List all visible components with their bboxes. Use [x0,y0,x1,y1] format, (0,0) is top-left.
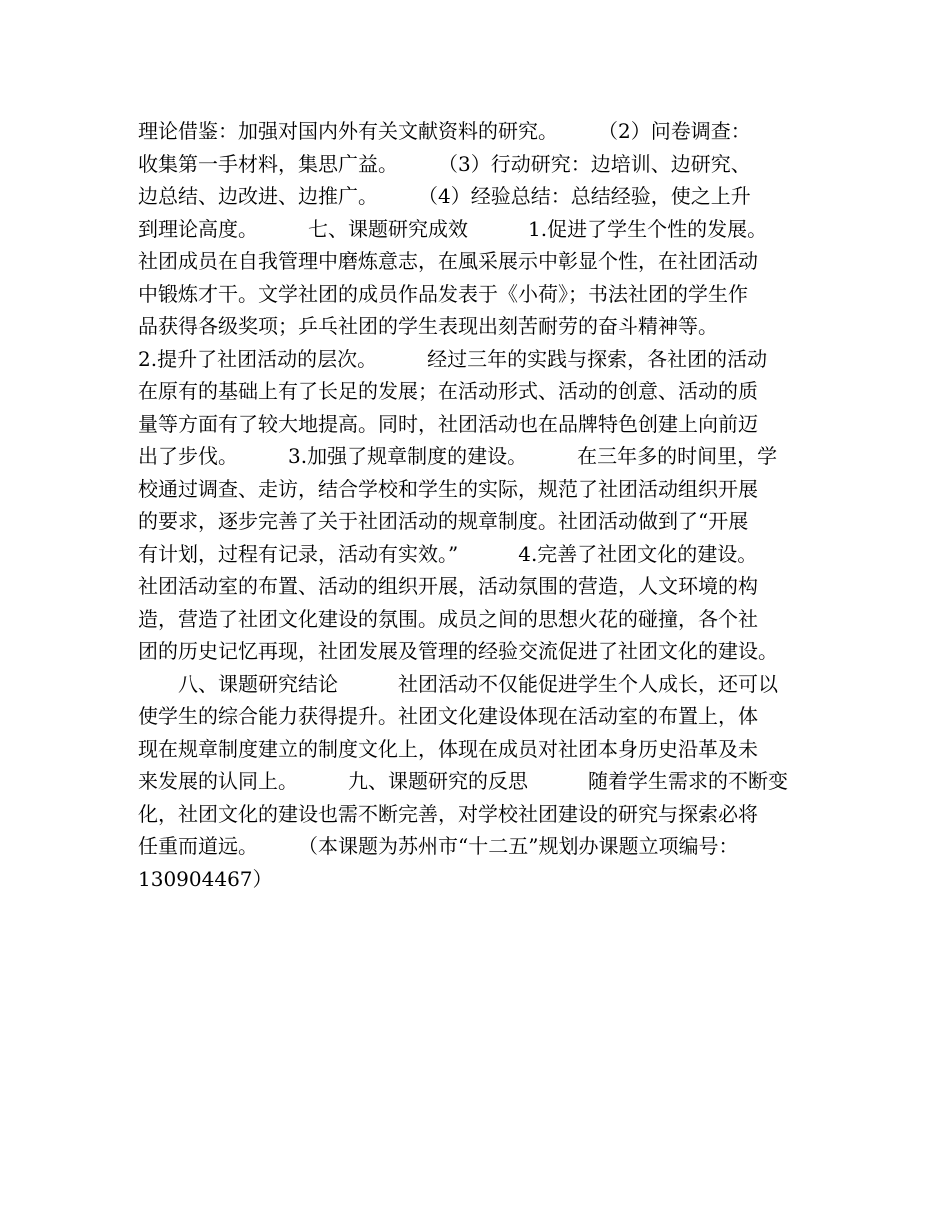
text-line: 理论借鉴：加强对国内外有关文献资料的研究。 （2）问卷调查： [138,119,751,143]
text-line: 中锻炼才干。文学社团的成员作品发表于《小荷》；书法社团的学生作 [138,281,748,306]
text-line: 现在规章制度建立的制度文化上，体现在成员对社团本身历史沿革及未 [138,736,758,761]
text-line: 在原有的基础上有了长足的发展；在活动形式、活动的创意、活动的质 [138,379,758,403]
text-line: 八、课题研究结论 社团活动不仅能促进学生个人成长，还可以 [138,671,778,696]
text-line: 边总结、边改进、边推广。 （4）经验总结：总结经验，使之上升 [138,184,751,208]
text-line: 2.提升了社团活动的层次。 经过三年的实践与探索，各社团的活动 [138,346,768,371]
text-line: 任重而道远。 （本课题为苏州市“十二五”规划办课题立项编号： [138,834,739,858]
text-line: 到理论高度。 七、课题研究成效 1.促进了学生个性的发展。 [138,216,768,241]
text-line: 有计划，过程有记录，活动有实效。” 4.完善了社团文化的建设。 [138,541,758,566]
text-line: 出了步伐。 3.加强了规章制度的建设。 在三年多的时间里，学 [138,444,778,468]
text-line: 造，营造了社团文化建设的氛围。成员之间的思想火花的碰撞，各个社 [138,606,758,631]
text-line: 收集第一手材料，集思广益。 （3）行动研究：边培训、边研究、 [138,151,751,176]
text-line: 使学生的综合能力获得提升。社团文化建设体现在活动室的布置上，体 [138,704,758,728]
text-line: 社团成员在自我管理中磨炼意志，在風采展示中彰显个性，在社团活动 [138,249,758,273]
text-line: 量等方面有了较大地提高。同时，社团活动也在品牌特色创建上向前迈 [138,411,758,436]
text-line: 社团活动室的布置、活动的组织开展，活动氛围的营造，人文环境的构 [138,574,758,598]
text-line: 130904467） [138,866,273,891]
text-line: 的要求，逐步完善了关于社团活动的规章制度。社团活动做到了“开展 [138,509,749,533]
text-line: 校通过调查、走访，结合学校和学生的实际，规范了社团活动组织开展 [138,476,758,501]
text-line: 团的历史记忆再现，社团发展及管理的经验交流促进了社团文化的建设。 [138,639,778,663]
text-line: 化，社团文化的建设也需不断完善，对学校社团建设的研究与探索必将 [138,801,758,826]
text-line: 来发展的认同上。 九、课题研究的反思 随着学生需求的不断变 [138,769,788,793]
body-text [138,115,828,895]
text-line: 品获得各级奖项；乒乓社团的学生表现出刻苦耐劳的奋斗精神等。 [138,314,718,338]
